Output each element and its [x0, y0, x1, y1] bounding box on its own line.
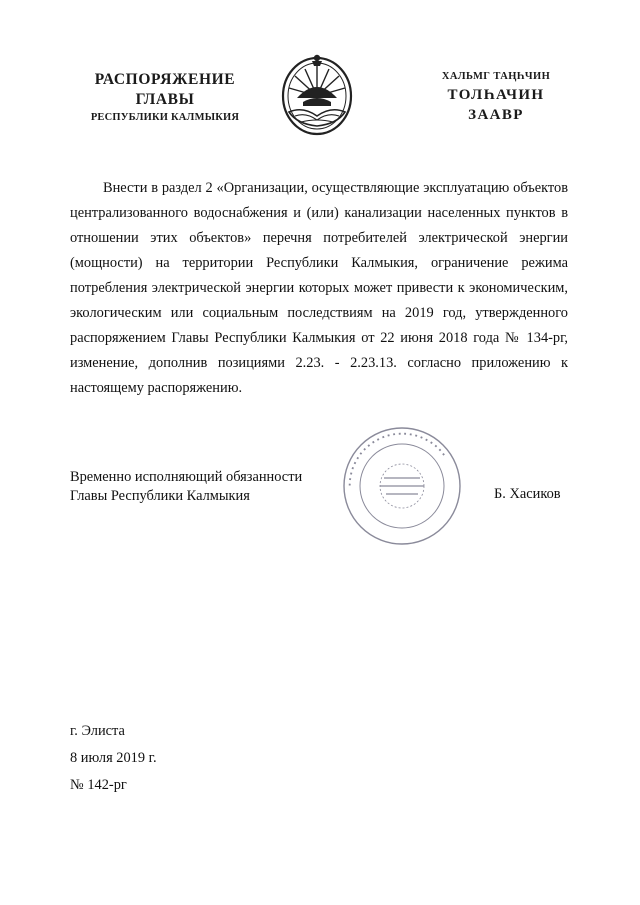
signatory-position — [70, 468, 302, 506]
main-paragraph: Внести в раздел 2 «Организации, осуществляющие эксплуатацию объектов централизованного водоснабжения и (или) канализации населенных пунктов в отношении этих объектов» перечня потребителей электрической энергии (мощности) на территории Республики Калмыкия, ограничение режима потребления электрической энергии которых может привести к экономическим, экологическим или социальным последствиям на 2019 год, утвержденного распоряжением Главы Республики Калмыкия от 22 июня 2018 года № 134-рг, изменение, дополнив позициями 2.23. - 2.23.13. согласно приложению к настоящему распоряжению. — [70, 180, 568, 396]
signatory-name: Б. Хасиков — [494, 486, 561, 502]
header-left-title: РАСПОРЯЖЕНИЕ — [94, 71, 236, 88]
footer-number: № 142-рг — [70, 777, 127, 793]
signatory-position-line1: Временно исполняющий обязанности — [70, 469, 303, 485]
header-left — [60, 70, 270, 126]
header-left-region: РЕСПУБЛИКИ КАЛМЫКИЯ — [90, 112, 240, 123]
footer-city: г. Элиста — [70, 723, 125, 739]
header-right-region: ХАЛЬМГ ТАҢҺЧИН — [441, 71, 551, 82]
header-left-subtitle: ГЛАВЫ — [135, 91, 195, 108]
signatory-position-line2: Главы Республики Калмыкия — [70, 488, 250, 504]
document-footer — [70, 718, 157, 799]
header-right-subtitle: ТОЛҺАЧИН — [447, 87, 545, 103]
header-right — [396, 68, 596, 125]
footer-date: 8 июля 2019 г. — [70, 750, 157, 766]
kalmykia-coat-of-arms-icon — [275, 46, 359, 142]
svg-text:▪ ▪ ▪ ▪ ▪ ▪ ▪ ▪ ▪ ▪ ▪ ▪ ▪ ▪ ▪: ▪ ▪ ▪ ▪ ▪ ▪ ▪ ▪ ▪ ▪ ▪ ▪ ▪ ▪ ▪ ▪ ▪ ▪ ▪ ▪ ▪ ▪ ▪ ▪ — [344, 428, 449, 487]
round-stamp-icon — [340, 424, 464, 548]
header-right-title: ЗААВР — [468, 107, 524, 123]
